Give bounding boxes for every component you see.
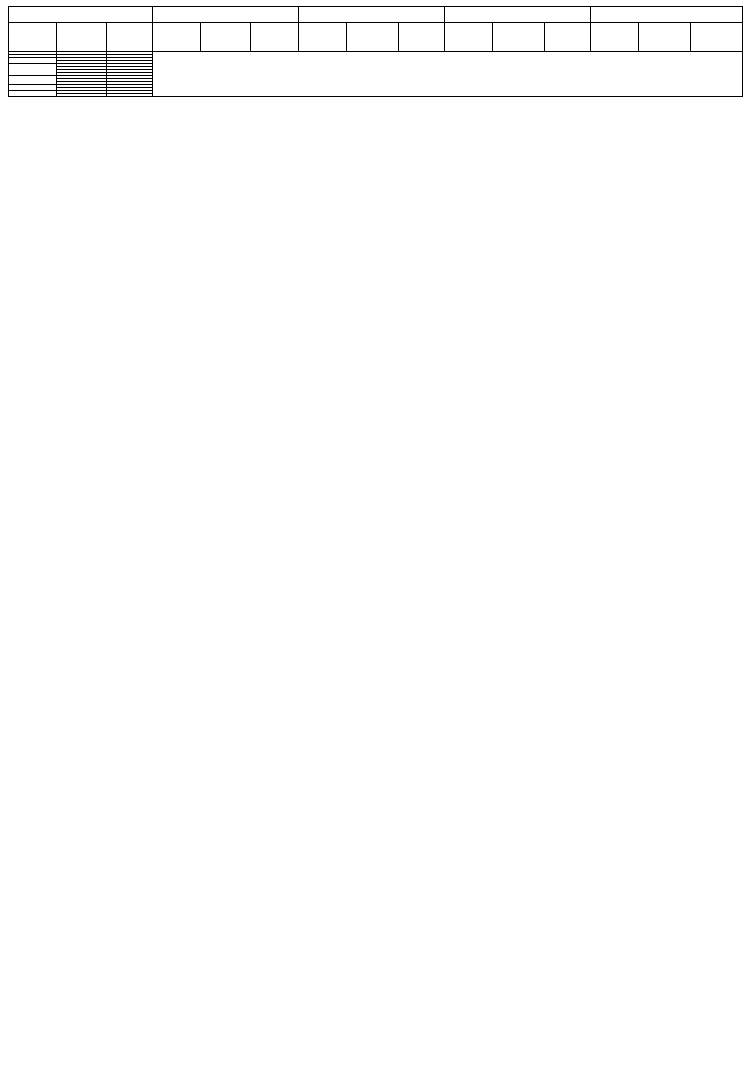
- dish-name: [9, 76, 57, 85]
- table-row: [9, 23, 743, 52]
- ingredient-name: [57, 94, 107, 97]
- column-header-weight: [107, 23, 153, 52]
- column-header-ingredient: [493, 23, 545, 52]
- column-header-dish: [9, 23, 57, 52]
- column-header-ingredient: [347, 23, 399, 52]
- column-header-dish: [445, 23, 493, 52]
- column-header-weight: [399, 23, 445, 52]
- column-header-ingredient: [57, 23, 107, 52]
- day-header: [153, 7, 299, 23]
- day-header: [299, 7, 445, 23]
- menu-table: [8, 6, 743, 97]
- day-header: [9, 7, 153, 23]
- column-header-weight: [691, 23, 743, 52]
- column-header-dish: [299, 23, 347, 52]
- column-header-dish: [153, 23, 201, 52]
- table-row: [9, 94, 743, 97]
- day-header: [445, 7, 591, 23]
- dish-name: [9, 64, 57, 76]
- ingredient-weight: [107, 94, 153, 97]
- column-header-weight: [251, 23, 299, 52]
- dish-name: [9, 91, 57, 97]
- table-row: [9, 7, 743, 23]
- column-header-ingredient: [201, 23, 251, 52]
- day-header: [591, 7, 743, 23]
- column-header-weight: [545, 23, 591, 52]
- column-header-ingredient: [639, 23, 691, 52]
- column-header-dish: [591, 23, 639, 52]
